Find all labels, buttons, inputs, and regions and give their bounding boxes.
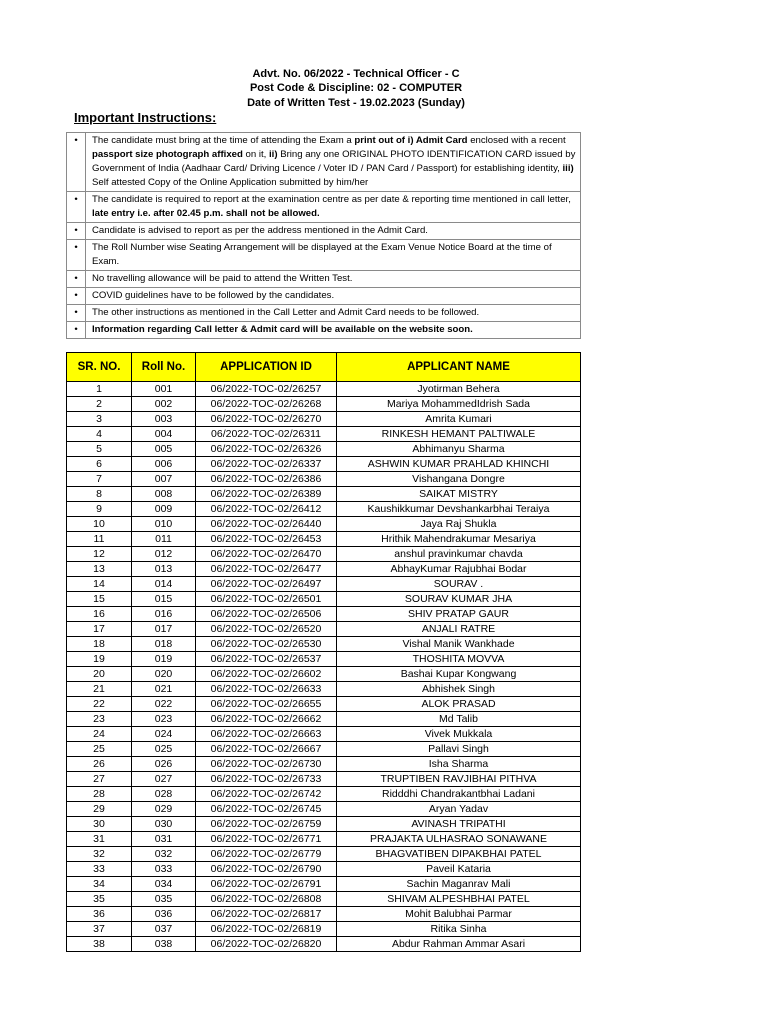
roll-no-cell: 009 (132, 502, 196, 517)
table-row (67, 517, 581, 532)
application-id-cell: 06/2022-TOC-02/26808 (196, 892, 337, 907)
instruction-text-bold: iii) (562, 163, 574, 174)
sr-no-cell: 30 (67, 817, 132, 832)
instructions-table (66, 132, 581, 339)
roll-no-cell: 037 (132, 922, 196, 937)
application-id-cell: 06/2022-TOC-02/26520 (196, 622, 337, 637)
sr-no-cell: 15 (67, 592, 132, 607)
table-row (67, 412, 581, 427)
sr-no-cell: 24 (67, 727, 132, 742)
column-header-applicant-name: APPLICANT NAME (337, 353, 581, 382)
table-row (67, 562, 581, 577)
table-row (67, 937, 581, 952)
sr-no-cell: 35 (67, 892, 132, 907)
roll-no-cell: 036 (132, 907, 196, 922)
bullet-icon: • (67, 192, 86, 223)
sr-no-cell: 36 (67, 907, 132, 922)
roll-no-cell: 006 (132, 457, 196, 472)
sr-no-cell: 17 (67, 622, 132, 637)
instruction-row (67, 271, 581, 288)
applicant-name-cell: AbhayKumar Rajubhai Bodar (337, 562, 581, 577)
application-id-cell: 06/2022-TOC-02/26530 (196, 637, 337, 652)
sr-no-cell: 32 (67, 847, 132, 862)
roll-no-cell: 027 (132, 772, 196, 787)
sr-no-cell: 38 (67, 937, 132, 952)
applicant-name-cell: Sachin Maganrav Mali (337, 877, 581, 892)
applicant-name-cell: Jyotirman Behera (337, 382, 581, 397)
application-id-cell: 06/2022-TOC-02/26730 (196, 757, 337, 772)
application-id-cell: 06/2022-TOC-02/26257 (196, 382, 337, 397)
sr-no-cell: 19 (67, 652, 132, 667)
table-row (67, 502, 581, 517)
instruction-text (86, 133, 581, 192)
application-id-cell: 06/2022-TOC-02/26337 (196, 457, 337, 472)
column-header-roll-no: Roll No. (132, 353, 196, 382)
application-id-cell: 06/2022-TOC-02/26389 (196, 487, 337, 502)
application-id-cell: 06/2022-TOC-02/26655 (196, 697, 337, 712)
instruction-text-part: COVID guidelines have to be followed by the candidates. (92, 290, 335, 301)
applicant-name-cell: Abdur Rahman Ammar Asari (337, 937, 581, 952)
table-header-row (67, 353, 581, 382)
roll-no-cell: 033 (132, 862, 196, 877)
applicant-name-cell: Abhimanyu Sharma (337, 442, 581, 457)
roll-no-cell: 010 (132, 517, 196, 532)
roll-no-cell: 035 (132, 892, 196, 907)
instruction-text (86, 271, 581, 288)
instruction-text-part: The candidate is required to report at the examination centre as per date & reporting time mentioned in call letter, (92, 194, 571, 205)
instruction-text-bold: ii) (269, 149, 278, 160)
applicant-name-cell: PRAJAKTA ULHASRAO SONAWANE (337, 832, 581, 847)
sr-no-cell: 34 (67, 877, 132, 892)
roll-no-cell: 002 (132, 397, 196, 412)
applicant-name-cell: Amrita Kumari (337, 412, 581, 427)
sr-no-cell: 23 (67, 712, 132, 727)
instruction-text-part: enclosed with a recent (467, 135, 566, 146)
applicant-name-cell: SOURAV KUMAR JHA (337, 592, 581, 607)
sr-no-cell: 9 (67, 502, 132, 517)
application-id-cell: 06/2022-TOC-02/26477 (196, 562, 337, 577)
table-row (67, 832, 581, 847)
instruction-text (86, 305, 581, 322)
bullet-icon: • (67, 133, 86, 192)
table-row (67, 877, 581, 892)
table-row (67, 487, 581, 502)
sr-no-cell: 13 (67, 562, 132, 577)
application-id-cell: 06/2022-TOC-02/26820 (196, 937, 337, 952)
roll-no-cell: 016 (132, 607, 196, 622)
sr-no-cell: 29 (67, 802, 132, 817)
application-id-cell: 06/2022-TOC-02/26386 (196, 472, 337, 487)
instruction-text (86, 322, 581, 339)
roll-no-cell: 011 (132, 532, 196, 547)
roll-no-cell: 012 (132, 547, 196, 562)
table-row (67, 547, 581, 562)
roll-no-cell: 034 (132, 877, 196, 892)
applicant-name-cell: Ritika Sinha (337, 922, 581, 937)
table-row (67, 802, 581, 817)
bullet-icon: • (67, 240, 86, 271)
applicant-name-cell: Ridddhi Chandrakantbhai Ladani (337, 787, 581, 802)
roll-no-cell: 017 (132, 622, 196, 637)
applicant-name-cell: Paveil Kataria (337, 862, 581, 877)
table-row (67, 457, 581, 472)
application-id-cell: 06/2022-TOC-02/26817 (196, 907, 337, 922)
application-id-cell: 06/2022-TOC-02/26501 (196, 592, 337, 607)
roll-no-cell: 008 (132, 487, 196, 502)
applicant-name-cell: Vishangana Dongre (337, 472, 581, 487)
application-id-cell: 06/2022-TOC-02/26791 (196, 877, 337, 892)
application-id-cell: 06/2022-TOC-02/26602 (196, 667, 337, 682)
application-id-cell: 06/2022-TOC-02/26453 (196, 532, 337, 547)
application-id-cell: 06/2022-TOC-02/26412 (196, 502, 337, 517)
sr-no-cell: 3 (67, 412, 132, 427)
applicant-name-cell: Md Talib (337, 712, 581, 727)
roll-no-cell: 038 (132, 937, 196, 952)
instruction-text-part: The other instructions as mentioned in the Call Letter and Admit Card needs to be followed. (92, 307, 480, 318)
roll-no-cell: 023 (132, 712, 196, 727)
sr-no-cell: 8 (67, 487, 132, 502)
roll-no-cell: 026 (132, 757, 196, 772)
instruction-text (86, 192, 581, 223)
sr-no-cell: 28 (67, 787, 132, 802)
application-id-cell: 06/2022-TOC-02/26742 (196, 787, 337, 802)
sr-no-cell: 21 (67, 682, 132, 697)
roll-no-cell: 032 (132, 847, 196, 862)
application-id-cell: 06/2022-TOC-02/26537 (196, 652, 337, 667)
application-id-cell: 06/2022-TOC-02/26270 (196, 412, 337, 427)
instruction-text (86, 223, 581, 240)
sr-no-cell: 7 (67, 472, 132, 487)
application-id-cell: 06/2022-TOC-02/26733 (196, 772, 337, 787)
roll-no-cell: 021 (132, 682, 196, 697)
roll-no-cell: 020 (132, 667, 196, 682)
table-row (67, 472, 581, 487)
applicant-name-cell: Pallavi Singh (337, 742, 581, 757)
sr-no-cell: 25 (67, 742, 132, 757)
applicant-name-cell: Mohit Balubhai Parmar (337, 907, 581, 922)
roll-no-cell: 028 (132, 787, 196, 802)
applicant-name-cell: Isha Sharma (337, 757, 581, 772)
application-id-cell: 06/2022-TOC-02/26311 (196, 427, 337, 442)
sr-no-cell: 14 (67, 577, 132, 592)
instruction-text-bold: late entry i.e. after 02.45 p.m. shall not be allowed. (92, 208, 320, 219)
instruction-text-part: Candidate is advised to report as per the address mentioned in the Admit Card. (92, 225, 428, 236)
application-id-cell: 06/2022-TOC-02/26440 (196, 517, 337, 532)
sr-no-cell: 10 (67, 517, 132, 532)
written-test-date: Date of Written Test - 19.02.2023 (Sunday) (247, 97, 465, 109)
bullet-icon: • (67, 223, 86, 240)
table-row (67, 742, 581, 757)
table-row (67, 532, 581, 547)
sr-no-cell: 27 (67, 772, 132, 787)
roll-no-cell: 022 (132, 697, 196, 712)
applicant-name-cell: anshul pravinkumar chavda (337, 547, 581, 562)
applicant-name-cell: Jaya Raj Shukla (337, 517, 581, 532)
sr-no-cell: 22 (67, 697, 132, 712)
instruction-row (67, 305, 581, 322)
application-id-cell: 06/2022-TOC-02/26268 (196, 397, 337, 412)
application-id-cell: 06/2022-TOC-02/26779 (196, 847, 337, 862)
application-id-cell: 06/2022-TOC-02/26326 (196, 442, 337, 457)
applicant-name-cell: Bashai Kupar Kongwang (337, 667, 581, 682)
sr-no-cell: 31 (67, 832, 132, 847)
instruction-text-part: Bring any one ORIGINAL PHOTO IDENTIFICATION CARD issued by Government of India (Aadhaar Card/ Driving Licence / Voter ID / PAN Card / Passport) for establishing identity, (92, 149, 576, 174)
applicant-name-cell: BHAGVATIBEN DIPAKBHAI PATEL (337, 847, 581, 862)
application-id-cell: 06/2022-TOC-02/26819 (196, 922, 337, 937)
instruction-text-part: The candidate must bring at the time of attending the Exam a (92, 135, 355, 146)
instruction-row (67, 288, 581, 305)
column-header-application-id: APPLICATION ID (196, 353, 337, 382)
table-row (67, 577, 581, 592)
candidates-table (66, 352, 581, 952)
applicant-name-cell: Vishal Manik Wankhade (337, 637, 581, 652)
application-id-cell: 06/2022-TOC-02/26663 (196, 727, 337, 742)
column-header-sr-no: SR. NO. (67, 353, 132, 382)
applicant-name-cell: Hrithik Mahendrakumar Mesariya (337, 532, 581, 547)
roll-no-cell: 014 (132, 577, 196, 592)
sr-no-cell: 11 (67, 532, 132, 547)
application-id-cell: 06/2022-TOC-02/26745 (196, 802, 337, 817)
applicant-name-cell: Kaushikkumar Devshankarbhai Teraiya (337, 502, 581, 517)
instruction-text-part: No travelling allowance will be paid to attend the Written Test. (92, 273, 353, 284)
instruction-text (86, 288, 581, 305)
roll-no-cell: 031 (132, 832, 196, 847)
instruction-text-part: The Roll Number wise Seating Arrangement will be displayed at the Exam Venue Notice Board at the time of Exam. (92, 242, 552, 267)
roll-no-cell: 013 (132, 562, 196, 577)
roll-no-cell: 001 (132, 382, 196, 397)
application-id-cell: 06/2022-TOC-02/26662 (196, 712, 337, 727)
sr-no-cell: 26 (67, 757, 132, 772)
instruction-text-bold: print out of i) Admit Card (354, 135, 468, 146)
roll-no-cell: 018 (132, 637, 196, 652)
applicant-name-cell: ALOK PRASAD (337, 697, 581, 712)
sr-no-cell: 37 (67, 922, 132, 937)
applicant-name-cell: Vivek Mukkala (337, 727, 581, 742)
application-id-cell: 06/2022-TOC-02/26633 (196, 682, 337, 697)
roll-no-cell: 004 (132, 427, 196, 442)
sr-no-cell: 33 (67, 862, 132, 877)
applicant-name-cell: SHIV PRATAP GAUR (337, 607, 581, 622)
table-row (67, 817, 581, 832)
table-row (67, 607, 581, 622)
application-id-cell: 06/2022-TOC-02/26470 (196, 547, 337, 562)
roll-no-cell: 019 (132, 652, 196, 667)
applicant-name-cell: Abhishek Singh (337, 682, 581, 697)
table-row (67, 442, 581, 457)
instruction-text-bold: Information regarding Call letter & Admit card will be available on the website soon. (92, 324, 473, 335)
bullet-icon: • (67, 271, 86, 288)
applicant-name-cell: SHIVAM ALPESHBHAI PATEL (337, 892, 581, 907)
applicant-name-cell: THOSHITA MOVVA (337, 652, 581, 667)
table-row (67, 727, 581, 742)
applicant-name-cell: Mariya MohammedIdrish Sada (337, 397, 581, 412)
application-id-cell: 06/2022-TOC-02/26667 (196, 742, 337, 757)
bullet-icon: • (67, 288, 86, 305)
sr-no-cell: 16 (67, 607, 132, 622)
instruction-text-part: Self attested Copy of the Online Application submitted by him/her (92, 177, 369, 188)
table-row (67, 637, 581, 652)
roll-no-cell: 015 (132, 592, 196, 607)
table-row (67, 772, 581, 787)
instruction-row (67, 240, 581, 271)
applicant-name-cell: TRUPTIBEN RAVJIBHAI PITHVA (337, 772, 581, 787)
sr-no-cell: 2 (67, 397, 132, 412)
instruction-row (67, 192, 581, 223)
applicant-name-cell: SAIKAT MISTRY (337, 487, 581, 502)
roll-no-cell: 025 (132, 742, 196, 757)
roll-no-cell: 029 (132, 802, 196, 817)
bullet-icon: • (67, 322, 86, 339)
roll-no-cell: 024 (132, 727, 196, 742)
table-row (67, 907, 581, 922)
table-row (67, 892, 581, 907)
applicant-name-cell: ASHWIN KUMAR PRAHLAD KHINCHI (337, 457, 581, 472)
instruction-row (67, 322, 581, 339)
instruction-row (67, 223, 581, 240)
application-id-cell: 06/2022-TOC-02/26759 (196, 817, 337, 832)
table-row (67, 712, 581, 727)
applicant-name-cell: SOURAV . (337, 577, 581, 592)
application-id-cell: 06/2022-TOC-02/26497 (196, 577, 337, 592)
post-code-discipline: Post Code & Discipline: 02 - COMPUTER (249, 82, 463, 94)
application-id-cell: 06/2022-TOC-02/26506 (196, 607, 337, 622)
instruction-text (86, 240, 581, 271)
application-id-cell: 06/2022-TOC-02/26790 (196, 862, 337, 877)
roll-no-cell: 003 (132, 412, 196, 427)
table-row (67, 667, 581, 682)
table-row (67, 757, 581, 772)
roll-no-cell: 007 (132, 472, 196, 487)
applicant-name-cell: AVINASH TRIPATHI (337, 817, 581, 832)
applicant-name-cell: RINKESH HEMANT PALTIWALE (337, 427, 581, 442)
table-row (67, 427, 581, 442)
roll-no-cell: 030 (132, 817, 196, 832)
sr-no-cell: 18 (67, 637, 132, 652)
table-row (67, 922, 581, 937)
sr-no-cell: 1 (67, 382, 132, 397)
table-row (67, 622, 581, 637)
instruction-row (67, 133, 581, 192)
table-row (67, 592, 581, 607)
sr-no-cell: 6 (67, 457, 132, 472)
advertisement-number: Advt. No. 06/2022 - Technical Officer - C (252, 68, 460, 80)
applicant-name-cell: Aryan Yadav (337, 802, 581, 817)
table-row (67, 382, 581, 397)
application-id-cell: 06/2022-TOC-02/26771 (196, 832, 337, 847)
instruction-text-part: on it, (242, 149, 269, 160)
roll-no-cell: 005 (132, 442, 196, 457)
applicant-name-cell: ANJALI RATRE (337, 622, 581, 637)
bullet-icon: • (67, 305, 86, 322)
table-row (67, 862, 581, 877)
table-row (67, 697, 581, 712)
instruction-text-bold: passport size photograph affixed (92, 149, 243, 160)
sr-no-cell: 5 (67, 442, 132, 457)
table-row (67, 847, 581, 862)
table-row (67, 682, 581, 697)
instructions-title: Important Instructions: (74, 110, 217, 125)
table-row (67, 787, 581, 802)
sr-no-cell: 20 (67, 667, 132, 682)
sr-no-cell: 4 (67, 427, 132, 442)
table-row (67, 397, 581, 412)
sr-no-cell: 12 (67, 547, 132, 562)
table-row (67, 652, 581, 667)
